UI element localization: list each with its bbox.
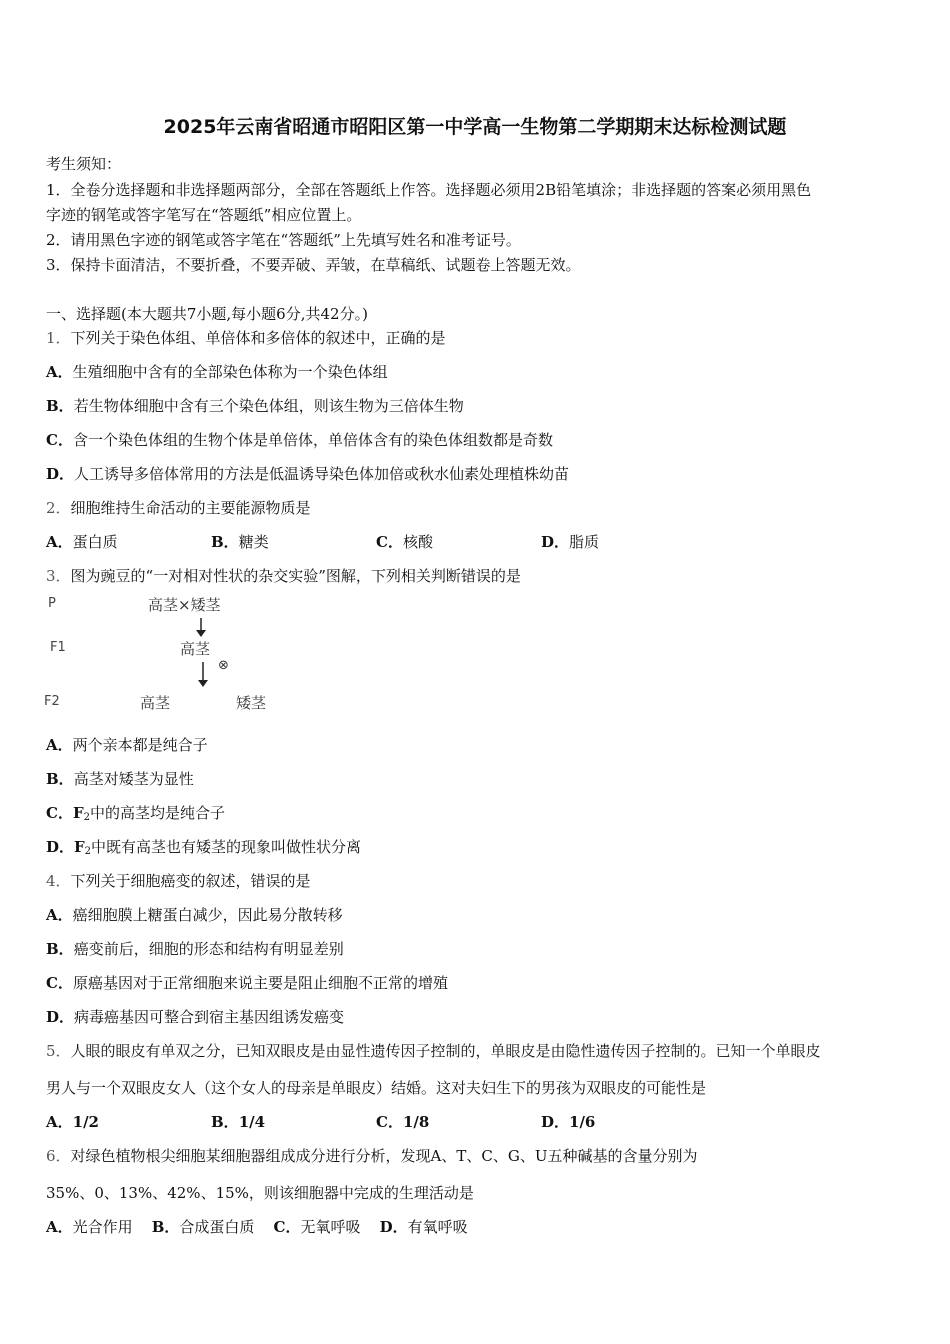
option-letter: C． [376, 533, 403, 551]
option-text: 癌细胞膜上糖蛋白减少，因此易分散转移 [72, 906, 343, 924]
q2-option-a[interactable] [46, 531, 118, 552]
q4-option-d[interactable] [46, 1006, 344, 1027]
option-text: 原癌基因对于正常细胞来说主要是阻止细胞不正常的增殖 [72, 974, 448, 992]
notice-item-1-cont: 字迹的钢笔或答字笔写在“答题纸”相应位置上。 [46, 206, 362, 224]
q4-option-b[interactable] [46, 938, 344, 959]
option-text: 含一个染色体组的生物个体是单倍体，单倍体含有的染色体组数都是奇数 [72, 431, 553, 449]
q6-option-b[interactable] [152, 1218, 255, 1236]
q5-option-d[interactable] [541, 1111, 595, 1132]
section-heading: 一、选择题(本大题共7小题,每小题6分,共42分。) [46, 305, 368, 323]
option-letter: C． [46, 804, 73, 822]
subscript: 2 [83, 812, 90, 823]
option-letter: A． [46, 1113, 73, 1131]
question-6 [46, 1145, 698, 1166]
selfing-symbol: ⊗ [218, 658, 229, 673]
option-text: 合成蛋白质 [179, 1218, 255, 1236]
question-5-cont: 男人与一个双眼皮女人（这个女人的母亲是单眼皮）结婚。这对夫妇生下的男孩为双眼皮的可能性是 [46, 1079, 707, 1097]
option-letter: A． [46, 736, 73, 754]
option-letter: A． [46, 906, 73, 924]
question-stem: 细胞维持生命活动的主要能源物质是 [70, 499, 311, 517]
generation-p-label: P [48, 596, 56, 611]
question-stem: 图为豌豆的“一对相对性状的杂交实验”图解，下列相关判断错误的是 [70, 567, 521, 585]
option-text: F [74, 838, 85, 856]
q1-option-a[interactable] [46, 361, 388, 382]
notice-heading: 考生须知： [46, 155, 122, 173]
q5-option-b[interactable] [211, 1111, 265, 1132]
q3-option-c[interactable] [46, 802, 225, 823]
option-letter: C． [273, 1218, 301, 1236]
option-letter: A． [46, 533, 73, 551]
option-letter: D． [541, 533, 570, 551]
option-letter: B． [211, 1113, 239, 1131]
question-stem: 下列关于细胞癌变的叙述，错误的是 [70, 872, 311, 890]
question-stem: 下列关于染色体组、单倍体和多倍体的叙述中，正确的是 [70, 329, 446, 347]
question-6-cont: 35%、0、13%、42%、15%，则该细胞器中完成的生理活动是 [46, 1184, 474, 1202]
option-text: 癌变前后，细胞的形态和结构有明显差别 [73, 940, 344, 958]
option-letter: D． [46, 465, 75, 483]
q5-option-c[interactable] [376, 1111, 429, 1132]
option-letter: B． [46, 940, 74, 958]
q3-option-d[interactable] [46, 836, 361, 857]
option-text: 糖类 [238, 533, 269, 551]
q6-option-a[interactable] [46, 1218, 133, 1236]
option-letter: D． [379, 1218, 408, 1236]
q1-option-b[interactable] [46, 395, 464, 416]
q4-option-a[interactable] [46, 904, 343, 925]
question-5 [46, 1040, 821, 1061]
question-3 [46, 565, 521, 586]
option-text: 中的高茎均是纯合子 [89, 804, 225, 822]
option-text: 两个亲本都是纯合子 [72, 736, 208, 754]
question-number: 3． [46, 567, 71, 585]
option-text: 若生物体细胞中含有三个染色体组，则该生物为三倍体生物 [73, 397, 464, 415]
option-letter: A． [46, 1218, 73, 1236]
q5-option-a[interactable] [46, 1111, 99, 1132]
option-letter: C． [376, 1113, 403, 1131]
generation-f1-label: F1 [50, 640, 66, 655]
question-4 [46, 870, 311, 891]
option-letter: C． [46, 431, 73, 449]
question-2 [46, 497, 311, 518]
question-stem: 人眼的眼皮有单双之分，已知双眼皮是由显性遗传因子控制的，单眼皮是由隐性遗传因子控制的。已知一个单眼皮 [70, 1042, 821, 1060]
q2-option-d[interactable] [541, 531, 599, 552]
option-text: 1/8 [402, 1113, 430, 1131]
parent-cross-label: 高茎×矮茎 [148, 596, 221, 614]
cross-arrows [40, 590, 300, 718]
notice-item-2: 2．请用黑色字迹的钢笔或答字笔在“答题纸”上先填写姓名和准考证号。 [46, 231, 521, 249]
f1-plant-label: 高茎 [180, 640, 211, 658]
question-number: 4． [46, 872, 71, 890]
q6-option-d[interactable] [380, 1218, 468, 1236]
option-text: 光合作用 [72, 1218, 133, 1236]
option-letter: B． [46, 397, 74, 415]
q1-option-d[interactable] [46, 463, 569, 484]
option-text: 脂质 [569, 533, 600, 551]
option-letter: A． [46, 363, 73, 381]
q4-option-c[interactable] [46, 972, 448, 993]
option-text: 1/4 [238, 1113, 266, 1131]
option-text: 生殖细胞中含有的全部染色体称为一个染色体组 [72, 363, 388, 381]
question-stem: 对绿色植物根尖细胞某细胞器组成成分进行分析，发现A、T、C、G、U五种碱基的含量分别为 [70, 1147, 698, 1165]
option-text: 高茎对矮茎为显性 [73, 770, 194, 788]
q1-option-c[interactable] [46, 429, 553, 450]
cross-diagram [40, 590, 300, 718]
page-title: 2025年云南省昭通市昭阳区第一中学高一生物第二学期期末达标检测试题 [163, 116, 787, 138]
option-letter: D． [46, 838, 75, 856]
option-text: 人工诱导多倍体常用的方法是低温诱导染色体加倍或秋水仙素处理植株幼苗 [74, 465, 570, 483]
option-text: 中既有高茎也有矮茎的现象叫做性状分离 [91, 838, 362, 856]
option-letter: B． [151, 1218, 180, 1236]
option-letter: D． [541, 1113, 570, 1131]
option-text: 无氧呼吸 [300, 1218, 361, 1236]
option-text: 核酸 [402, 533, 433, 551]
option-text: 蛋白质 [72, 533, 118, 551]
option-text: F [72, 804, 84, 822]
notice-item-1: 1．全卷分选择题和非选择题两部分，全部在答题纸上作答。选择题必须用2B铅笔填涂；非选择题的答案必须用黑色 [46, 181, 812, 199]
question-number: 2． [46, 499, 71, 517]
option-letter: B． [46, 770, 74, 788]
q6-option-c[interactable] [274, 1218, 361, 1236]
q6-options [46, 1216, 468, 1237]
subscript: 2 [84, 846, 92, 857]
option-text: 1/6 [569, 1113, 596, 1131]
q3-option-b[interactable] [46, 768, 194, 789]
option-letter: B． [211, 533, 239, 551]
option-letter: D． [46, 1008, 75, 1026]
notice-item-3: 3．保持卡面清洁，不要折叠，不要弄破、弄皱，在草稿纸、试题卷上答题无效。 [46, 256, 581, 274]
q3-option-a[interactable] [46, 734, 208, 755]
q2-option-c[interactable] [376, 531, 433, 552]
question-1 [46, 327, 446, 348]
option-text: 1/2 [72, 1113, 99, 1131]
question-number: 6． [46, 1147, 71, 1165]
question-number: 5． [46, 1042, 71, 1060]
question-number: 1． [46, 329, 71, 347]
f2-tall-label: 高茎 [140, 694, 171, 712]
option-letter: C． [46, 974, 73, 992]
option-text: 病毒癌基因可整合到宿主基因组诱发癌变 [74, 1008, 345, 1026]
generation-f2-label: F2 [44, 694, 60, 709]
option-text: 有氧呼吸 [407, 1218, 468, 1236]
q2-option-b[interactable] [211, 531, 269, 552]
f2-short-label: 矮茎 [236, 694, 267, 712]
